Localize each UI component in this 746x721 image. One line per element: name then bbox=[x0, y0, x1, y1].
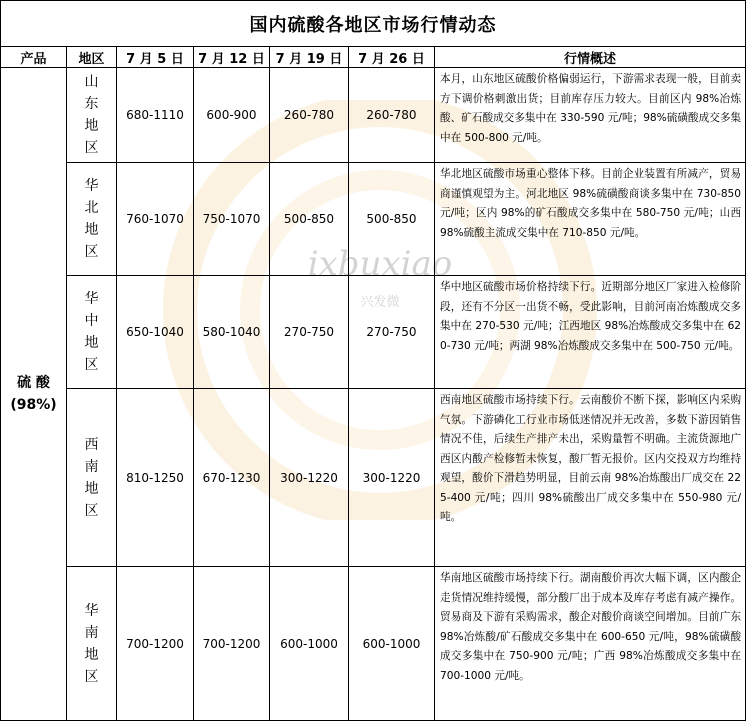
product-spec: (98%) bbox=[10, 397, 57, 413]
price-jul5: 700-1200 bbox=[117, 567, 194, 721]
table-row bbox=[1, 68, 746, 163]
header-jul26: 7 月 26 日 bbox=[349, 47, 435, 68]
price-jul12: 750-1070 bbox=[194, 163, 270, 276]
watermark-cn-text: 兴发微 bbox=[360, 295, 400, 310]
price-jul12: 670-1230 bbox=[194, 389, 270, 567]
header-jul5: 7 月 5 日 bbox=[117, 47, 194, 68]
price-jul26: 260-780 bbox=[349, 68, 435, 163]
price-jul12: 700-1200 bbox=[194, 567, 270, 721]
header-region: 地区 bbox=[67, 47, 117, 68]
price-jul26: 270-750 bbox=[349, 276, 435, 389]
header-overview: 行情概述 bbox=[435, 47, 746, 68]
product-cell bbox=[1, 68, 67, 721]
overview-cell: 本月，山东地区硫酸价格偏弱运行，下游需求表现一般，目前卖方下调价格刺激出货；目前库存压力较大。目前区内 98%冶炼酸、矿石酸成交多集中在 330-590 元/吨；98%硫磺酸成交多集中在 500-800 元/吨。 bbox=[435, 68, 746, 163]
price-jul26: 600-1000 bbox=[349, 567, 435, 721]
region-cell: 华 中 地区 bbox=[67, 276, 117, 389]
table-row bbox=[1, 276, 746, 389]
product-name: 硫 酸 bbox=[17, 375, 50, 391]
price-jul5: 650-1040 bbox=[117, 276, 194, 389]
price-jul5: 810-1250 bbox=[117, 389, 194, 567]
price-jul19: 260-780 bbox=[270, 68, 349, 163]
overview-cell: 华北地区硫酸市场重心整体下移。目前企业装置有所减产，贸易商谨慎观望为主。河北地区 98%硫磺酸商谈多集中在 730-850 元/吨；区内 98%的矿石酸成交多集中在 580-750 元/吨；山西 98%硫酸主流成交集中在 710-850 元/吨。 bbox=[435, 163, 746, 276]
price-jul12: 600-900 bbox=[194, 68, 270, 163]
price-jul5: 680-1110 bbox=[117, 68, 194, 163]
price-jul19: 270-750 bbox=[270, 276, 349, 389]
price-jul26: 300-1220 bbox=[349, 389, 435, 567]
header-jul12: 7 月 12 日 bbox=[194, 47, 270, 68]
price-jul19: 600-1000 bbox=[270, 567, 349, 721]
price-jul12: 580-1040 bbox=[194, 276, 270, 389]
overview-cell: 西南地区硫酸市场持续下行。云南酸价不断下探，影响区内采购气氛。下游磷化工行业市场低迷情况并无改善，多数下游因销售情况不佳，后续生产排产未出，采购量暂不明确。主流货源地广西区内酸产检修暂未恢复，酸厂暂无报价。区内交投双方均维持观望，酸价下滑趋势明显，目前云南 98%冶炼酸出厂成交在 225-400 元/吨；四川 98%硫酸出厂成交多集中在 550-980 元/吨。 bbox=[435, 389, 746, 567]
region-cell: 西 南 地区 bbox=[67, 389, 117, 567]
header-product: 产品 bbox=[1, 47, 67, 68]
watermark-logo-text: ixbuxiao bbox=[307, 244, 453, 284]
price-jul19: 500-850 bbox=[270, 163, 349, 276]
overview-cell: 华南地区硫酸市场持续下行。湖南酸价再次大幅下调，区内酸企走货情况维持缓慢，部分酸厂出于成本及库存考虑有减产操作。贸易商及下游有采购需求，酸企对酸价商谈空间增加。目前广东 98%冶炼酸/矿石酸成交多集中在 600-650 元/吨，98%硫磺酸成交多集中在 750-900 元/吨；广西 98%冶炼酸成交多集中在 700-1000 元/吨。 bbox=[435, 567, 746, 721]
price-jul26: 500-850 bbox=[349, 163, 435, 276]
region-cell: 华 北 地区 bbox=[67, 163, 117, 276]
overview-cell: 华中地区硫酸市场价格持续下行。近期部分地区厂家进入检修阶段，还有不分区一出货不畅，受此影响，目前河南冶炼酸成交多集中在 270-530 元/吨；江西地区 98%冶炼酸成交多集中在 620-730 元/吨；两湖 98%冶炼酸成交多集中在 500-750 元/吨。 bbox=[435, 276, 746, 389]
price-jul5: 760-1070 bbox=[117, 163, 194, 276]
header-jul19: 7 月 19 日 bbox=[270, 47, 349, 68]
table-row bbox=[1, 163, 746, 276]
price-jul19: 300-1220 bbox=[270, 389, 349, 567]
region-cell: 华 南 地区 bbox=[67, 567, 117, 721]
header-row bbox=[1, 47, 746, 68]
table-title: 国内硫酸各地区市场行情动态 bbox=[1, 1, 746, 47]
region-cell: 山 东 地区 bbox=[67, 68, 117, 163]
table-row bbox=[1, 567, 746, 721]
table-row bbox=[1, 389, 746, 567]
